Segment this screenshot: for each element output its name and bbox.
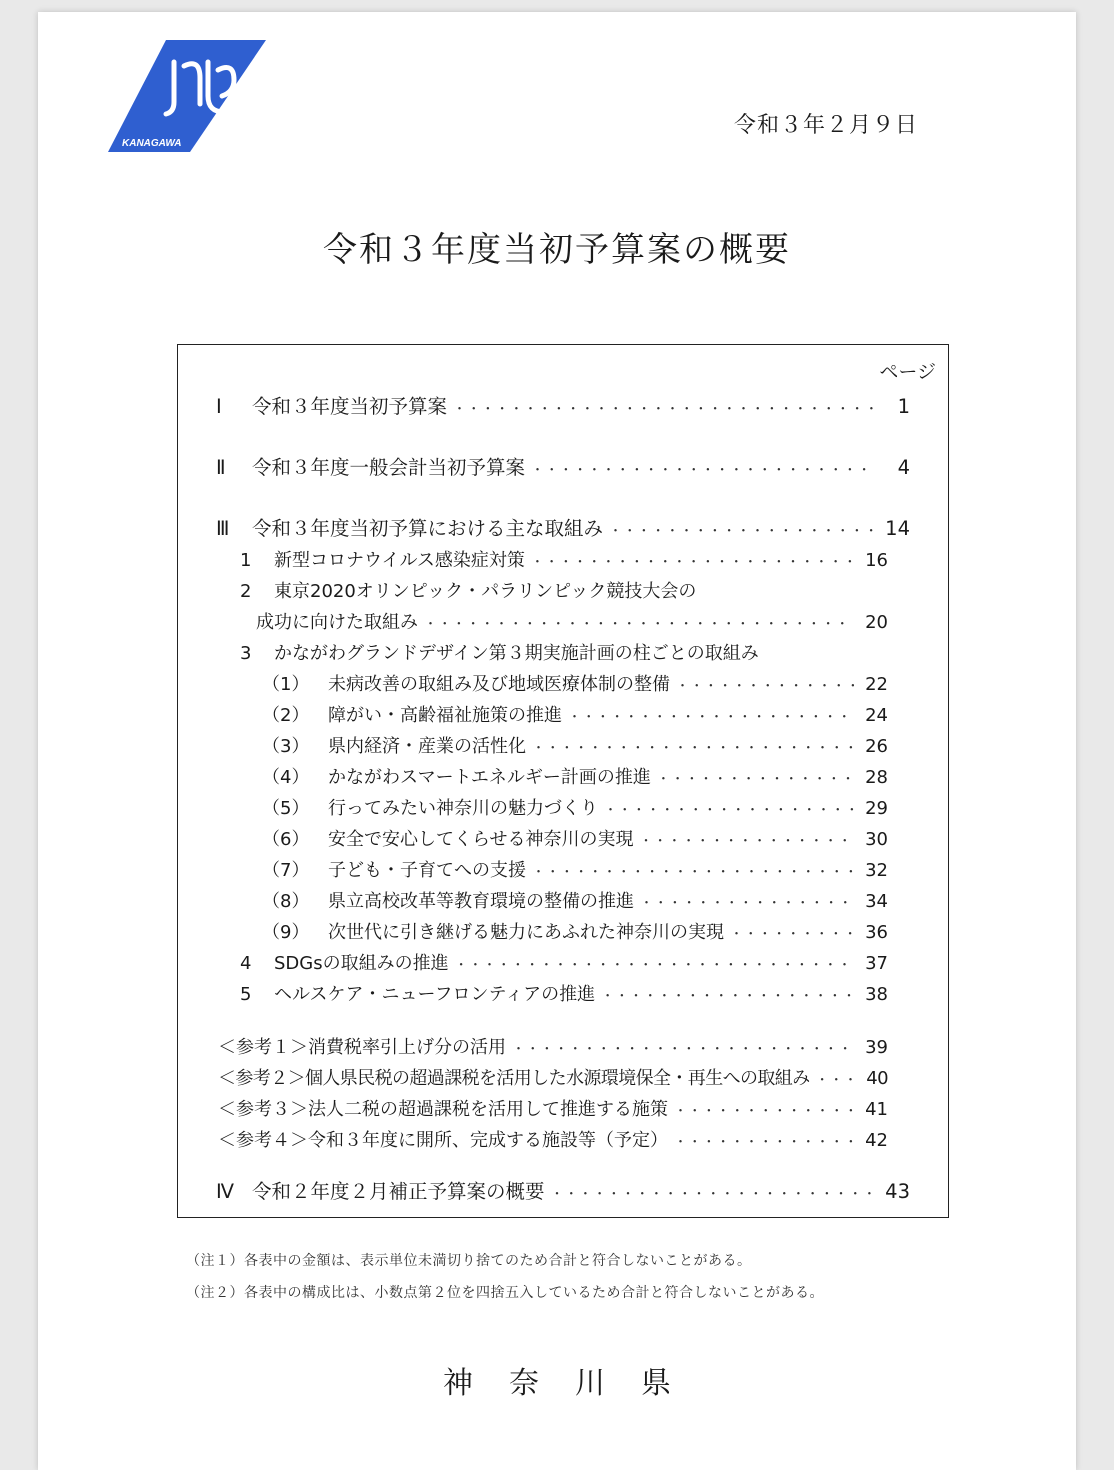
toc-page: 26 — [865, 736, 888, 757]
toc-label: 行ってみたい神奈川の魅力づくり — [328, 798, 598, 819]
toc-subitem[interactable] — [262, 890, 888, 916]
toc-page: 39 — [865, 1037, 888, 1058]
toc-leader — [674, 1131, 854, 1155]
toc-label: 令和３年度一般会計当初予算案 — [252, 456, 526, 479]
toc-leader — [424, 613, 854, 637]
toc-label: 令和２年度２月補正予算案の概要 — [252, 1180, 545, 1203]
toc-leader — [609, 520, 876, 544]
toc-label: ＜参考１＞消費税率引上げ分の活用 — [218, 1037, 506, 1058]
toc-leader — [657, 768, 854, 792]
toc-leader — [453, 398, 876, 422]
toc-leader — [601, 985, 854, 1009]
toc-leader — [455, 954, 854, 978]
toc-item[interactable] — [240, 983, 888, 1009]
toc-section-1[interactable] — [216, 395, 910, 422]
toc-number: 3 — [240, 643, 252, 664]
toc-page: 40 — [866, 1068, 888, 1089]
toc-label: ＜参考２＞個人県民税の超過課税を活用した水源環境保全・再生への取組み — [218, 1068, 810, 1089]
toc-subitem[interactable] — [262, 673, 888, 699]
toc-label: 子ども・子育てへの支援 — [328, 860, 526, 881]
document-title: 令和３年度当初予算案の概要 — [323, 230, 791, 270]
toc-label: 安全で安心してくらせる神奈川の実現 — [328, 829, 634, 850]
toc-label: かながわグランドデザイン第３期実施計画の柱ごとの取組み — [274, 643, 759, 664]
issuer-char: 川 — [575, 1366, 605, 1401]
issuer-char: 神 — [443, 1366, 473, 1401]
toc-item[interactable] — [240, 952, 888, 978]
toc-page: 34 — [865, 891, 888, 912]
toc-leader — [640, 892, 854, 916]
toc-number: （3） — [262, 736, 310, 757]
toc-label: かながわスマートエネルギー計画の推進 — [328, 767, 651, 788]
toc-reference-3[interactable] — [218, 1098, 888, 1124]
toc-page-header: ページ — [879, 361, 936, 383]
toc-page: 30 — [865, 829, 888, 850]
toc-item[interactable] — [240, 580, 888, 604]
toc-label: ヘルスケア・ニューフロンティアの推進 — [274, 984, 596, 1005]
toc-label: 未病改善の取組み及び地域医療体制の整備 — [328, 674, 670, 695]
toc-label: 東京2020オリンピック・パラリンピック競技大会の — [274, 581, 697, 602]
toc-leader — [674, 1100, 854, 1124]
toc-label: 県立高校改革等教育環境の整備の推進 — [328, 891, 634, 912]
kanagawa-logo — [108, 40, 266, 152]
toc-leader — [512, 1038, 854, 1062]
toc-page: 22 — [865, 674, 888, 695]
toc-subitem[interactable] — [262, 828, 888, 854]
toc-number: 1 — [240, 550, 252, 571]
issuer-name — [38, 1358, 1076, 1402]
toc-number: 4 — [240, 953, 252, 974]
toc-label: 令和３年度当初予算案 — [252, 395, 448, 418]
toc-leader — [639, 830, 854, 854]
toc-page: 37 — [865, 953, 888, 974]
toc-label: 令和３年度当初予算における主な取組み — [252, 517, 604, 540]
logo-text: KANAGAWA — [122, 138, 182, 149]
table-of-contents — [177, 344, 949, 1218]
toc-label: 次世代に引き継げる魅力にあふれた神奈川の実現 — [328, 922, 724, 943]
toc-page: 38 — [865, 984, 888, 1005]
toc-page: 4 — [897, 456, 910, 479]
toc-leader — [531, 459, 876, 483]
toc-page: 32 — [865, 860, 888, 881]
toc-label: ＜参考４＞令和３年度に開所、完成する施設等（予定） — [218, 1130, 668, 1151]
toc-item[interactable] — [240, 642, 888, 666]
document-date: 令和３年２月９日 — [733, 113, 918, 138]
toc-page: 1 — [897, 395, 910, 418]
toc-number: （9） — [262, 922, 310, 943]
toc-label: 新型コロナウイルス感染症対策 — [274, 550, 525, 571]
toc-section-2[interactable] — [216, 456, 910, 483]
toc-number: Ⅲ — [216, 517, 230, 540]
footnote-2: （注２）各表中の構成比は、小数点第２位を四捨五入しているため合計と符合しないことがある。 — [186, 1285, 824, 1301]
toc-leader — [730, 923, 854, 947]
toc-number: 2 — [240, 581, 252, 602]
toc-page: 29 — [865, 798, 888, 819]
toc-leader — [551, 1183, 876, 1207]
toc-leader — [531, 551, 854, 575]
toc-page: 14 — [885, 517, 910, 540]
toc-label: 成功に向けた取組み — [256, 612, 418, 633]
toc-reference-2[interactable] — [218, 1067, 888, 1093]
toc-leader — [568, 706, 854, 730]
toc-label: 障がい・高齢福祉施策の推進 — [328, 705, 562, 726]
toc-number: Ⅱ — [216, 456, 226, 479]
toc-section-3[interactable] — [216, 517, 910, 544]
toc-number: （6） — [262, 829, 310, 850]
toc-label: SDGsの取組みの推進 — [274, 953, 449, 974]
toc-item-continued[interactable] — [256, 611, 888, 637]
toc-number: （2） — [262, 705, 310, 726]
toc-section-4[interactable] — [216, 1180, 910, 1207]
document-page — [38, 12, 1076, 1470]
toc-subitem[interactable] — [262, 921, 888, 947]
toc-page: 20 — [865, 612, 888, 633]
toc-subitem[interactable] — [262, 704, 888, 730]
toc-number: Ⅳ — [216, 1180, 234, 1203]
toc-page: 41 — [865, 1099, 888, 1120]
toc-number: （8） — [262, 891, 310, 912]
toc-number: （7） — [262, 860, 310, 881]
toc-page: 16 — [865, 550, 888, 571]
toc-page: 36 — [865, 922, 888, 943]
toc-leader — [676, 675, 854, 699]
footnote-1: （注１）各表中の金額は、表示単位未満切り捨てのため合計と符合しないことがある。 — [186, 1253, 752, 1269]
toc-subitem[interactable] — [262, 735, 888, 761]
toc-label: ＜参考３＞法人二税の超過課税を活用して推進する施策 — [218, 1099, 668, 1120]
toc-number: （4） — [262, 767, 310, 788]
toc-number: Ⅰ — [216, 395, 222, 418]
toc-subitem[interactable] — [262, 766, 888, 792]
toc-page: 28 — [865, 767, 888, 788]
toc-item[interactable] — [240, 549, 888, 575]
toc-leader — [604, 799, 854, 823]
toc-subitem[interactable] — [262, 797, 888, 823]
toc-leader — [816, 1069, 854, 1093]
toc-number: 5 — [240, 984, 252, 1005]
issuer-char: 県 — [641, 1366, 671, 1401]
toc-page: 42 — [865, 1130, 888, 1151]
toc-label: 県内経済・産業の活性化 — [328, 736, 526, 757]
issuer-char: 奈 — [509, 1366, 539, 1401]
toc-number: （1） — [262, 674, 310, 695]
toc-page: 24 — [865, 705, 888, 726]
toc-number: （5） — [262, 798, 310, 819]
toc-leader — [532, 737, 854, 761]
toc-reference-4[interactable] — [218, 1129, 888, 1155]
toc-leader — [532, 861, 854, 885]
toc-subitem[interactable] — [262, 859, 888, 885]
toc-reference-1[interactable] — [218, 1036, 888, 1062]
toc-page: 43 — [885, 1180, 910, 1203]
